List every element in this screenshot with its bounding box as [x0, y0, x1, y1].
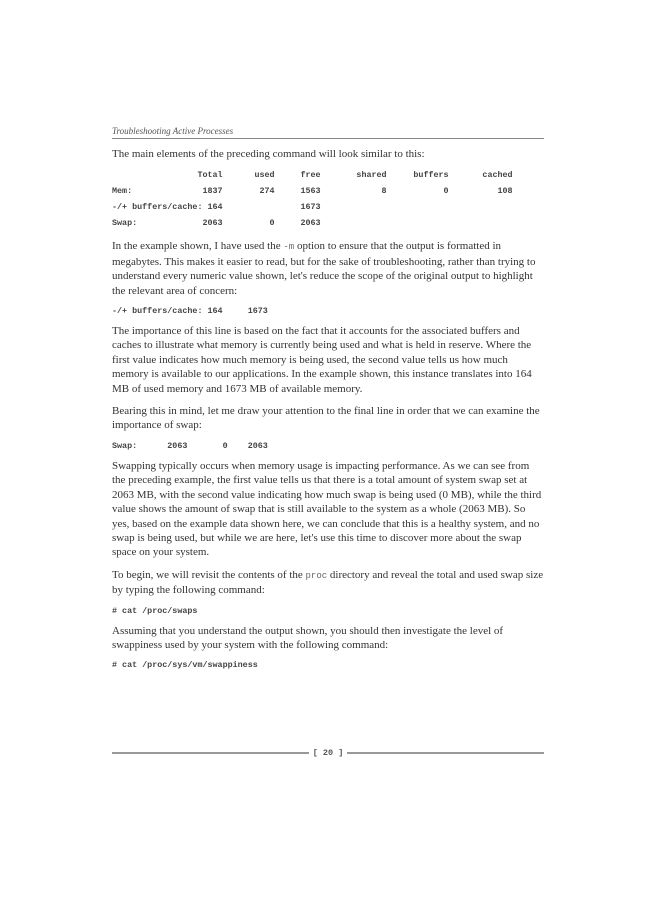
code-swap: Swap: 2063 0 2063	[112, 440, 268, 451]
column-header: used	[254, 170, 275, 181]
cell: 1837	[202, 186, 223, 197]
cell: 1673	[300, 202, 321, 213]
column-header: cached	[482, 170, 513, 181]
footer-rule-right	[347, 752, 544, 754]
column-header: Total	[197, 170, 223, 181]
cell: 8	[381, 186, 387, 197]
footer-rule-left	[112, 752, 309, 754]
row-label: Mem:	[112, 186, 133, 197]
row-label: -/+ buffers/cache: 164	[112, 202, 223, 213]
table-row	[112, 183, 513, 199]
paragraph-bearing: Bearing this in mind, let me draw your attention to the final line in order that we can examine the importance of swap:	[112, 405, 540, 432]
page-content	[112, 126, 544, 678]
cell: 2063	[300, 218, 321, 229]
cell: 1563	[300, 186, 321, 197]
cell: 274	[259, 186, 275, 197]
cell: 164	[207, 202, 223, 213]
page-number: [ 20 ]	[312, 748, 344, 758]
table-row	[112, 215, 513, 231]
code-cat-swaps: # cat /proc/swaps	[112, 605, 198, 616]
column-header: free	[300, 170, 321, 181]
paragraph-swapping: Swapping typically occurs when memory usage is impacting performance. As we can see from the preceding example, the first value tells us that there is a total amount of system swap set at 2063 MB, with the second value indicating how much swap is being used (0 MB), while the third value shows the amount of swap that is still available to the system as a whole (2063 MB). So yes, based on the example data shown here, we can conclude that this is a healthy system, and no swap is being used, but while we are here, let's use this time to discover more about the swap space on your system.	[112, 459, 542, 559]
cell: 108	[497, 186, 513, 197]
cell: 0	[269, 218, 275, 229]
paragraph-option: In the example shown, I have used the -m option to ensure that the output is formatted in megabytes. This makes it easier to read, but for the sake of troubleshooting, rather than trying to understand every numeric value shown, let's reduce the scope of the original output to highlight the relevant area of concern:	[112, 240, 536, 297]
code-buffers-cache: -/+ buffers/cache: 164 1673	[112, 306, 268, 317]
row-label: Swap:	[112, 218, 138, 229]
column-header: buffers	[413, 170, 449, 181]
running-head: Troubleshooting Active Processes	[112, 126, 544, 139]
paragraph-assuming: Assuming that you understand the output shown, you should then investigate the level of swappiness used by your system with the following command:	[112, 624, 504, 651]
inline-code: proc	[305, 570, 328, 581]
paragraph-to-begin: To begin, we will revisit the contents of the proc directory and reveal the total and used swap size by typing the following command:	[112, 568, 544, 597]
inline-code: -m	[283, 242, 295, 253]
free-output-table	[112, 167, 513, 231]
page-footer	[112, 748, 544, 758]
paragraph-importance: The importance of this line is based on the fact that it accounts for the associated buffers and caches to illustrate what memory is currently being used and what is held in reserve. Where the first value indicates how much memory is being used, the second value tells us how much memory is available to our applications. In the example shown, this instance translates into 164 MB of used memory and 1673 MB of available memory.	[112, 325, 532, 395]
column-header: shared	[356, 170, 387, 181]
intro-paragraph: The main elements of the preceding command will look similar to this:	[112, 148, 425, 160]
cell: 0	[443, 186, 449, 197]
table-header-row	[112, 167, 513, 183]
cell: 2063	[202, 218, 223, 229]
code-cat-swappiness: # cat /proc/sys/vm/swappiness	[112, 660, 258, 671]
table-row	[112, 199, 513, 215]
